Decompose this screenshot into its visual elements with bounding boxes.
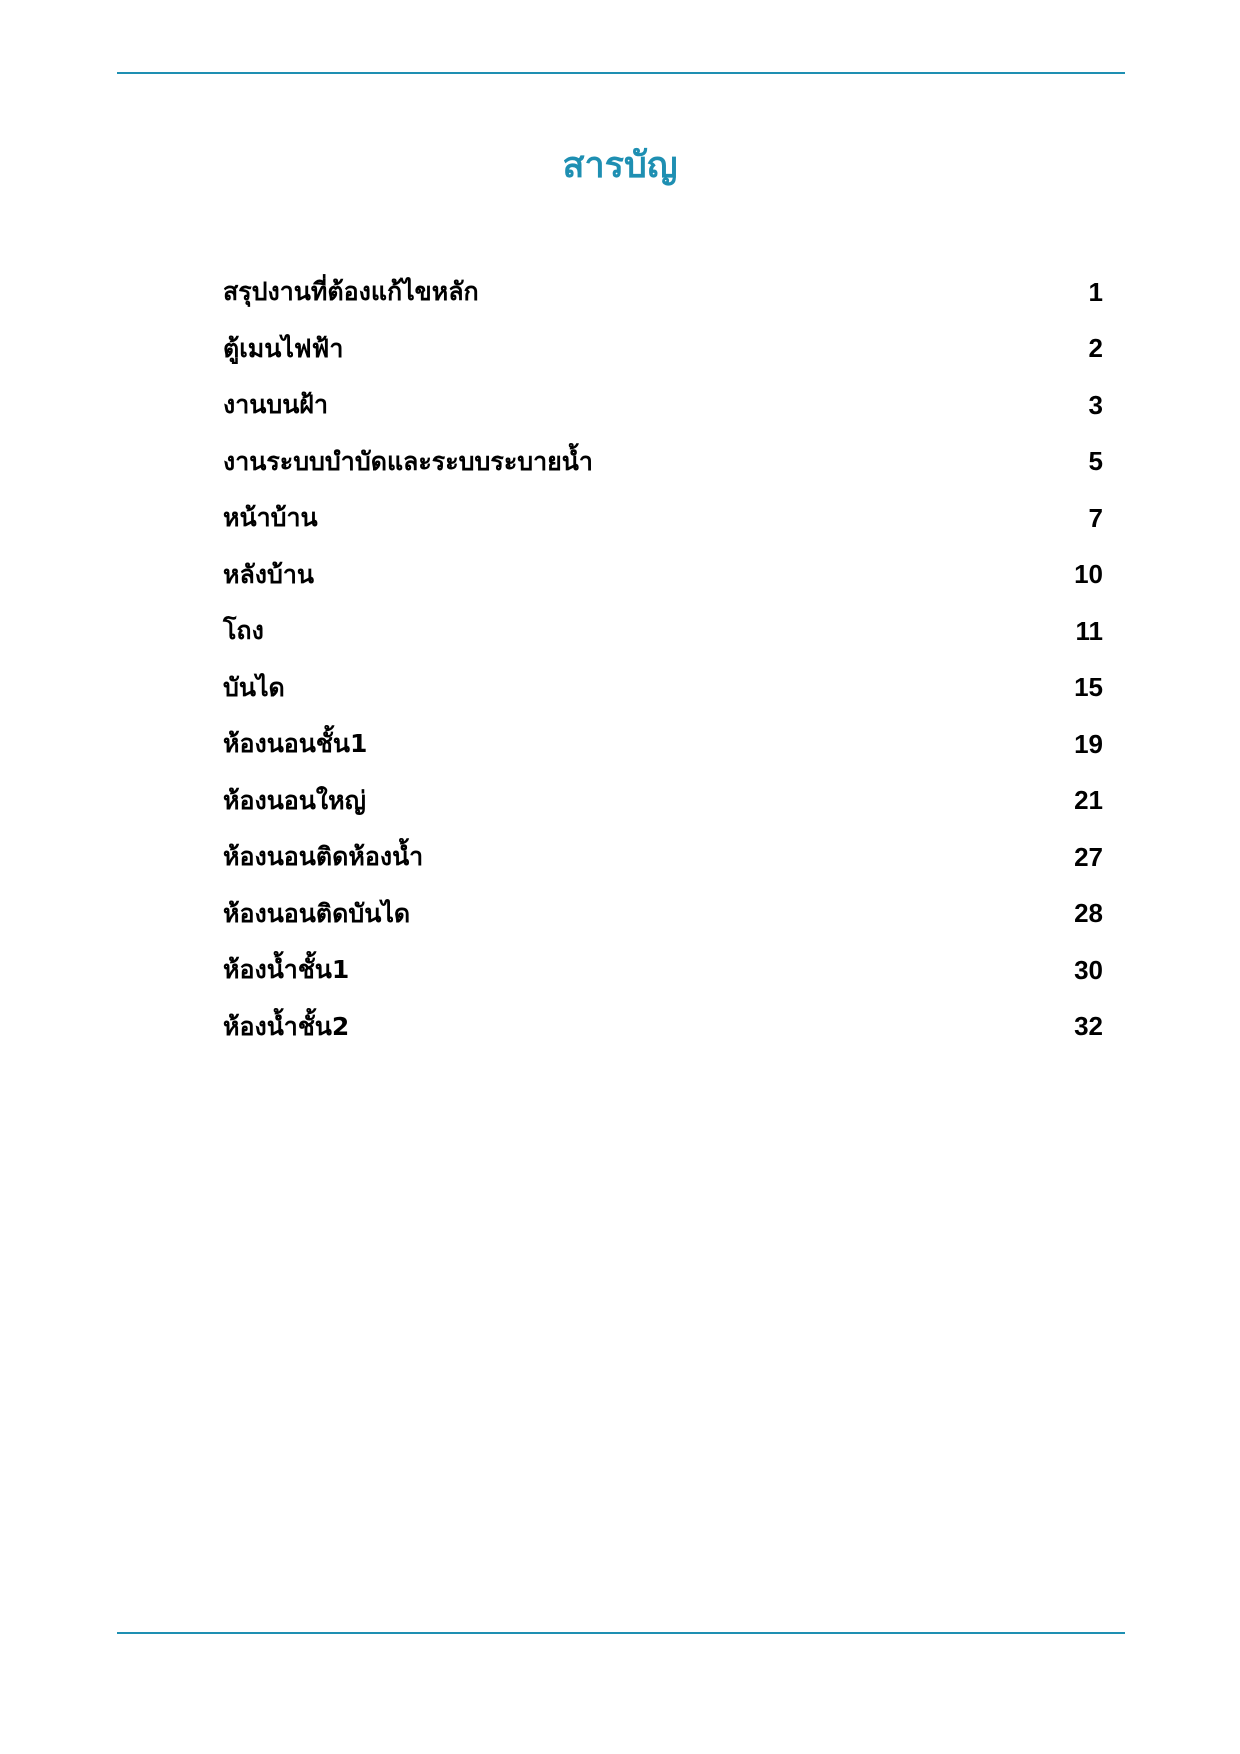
header-divider [117,72,1125,74]
toc-entry[interactable] [223,603,1103,660]
toc-entry-label: ห้องนอนชั้น1 [223,729,368,759]
toc-entry-label: ห้องน้ำชั้น2 [223,1011,350,1041]
toc-entry[interactable] [223,829,1103,886]
toc-entry-label: งานระบบบำบัดและระบบระบายน้ำ [223,446,593,476]
toc-entry-page: 5 [1088,446,1103,477]
toc-entry-page: 7 [1088,502,1103,533]
table-of-contents [223,264,1103,1055]
toc-entry[interactable] [223,716,1103,773]
toc-entry[interactable] [223,321,1103,378]
page-title: สารบัญ [562,145,678,187]
toc-entry[interactable] [223,377,1103,434]
toc-entry-page: 19 [1074,728,1103,759]
toc-entry-label: ตู้เมนไฟฟ้า [223,333,344,363]
toc-entry[interactable] [223,942,1103,999]
footer-divider [117,1632,1125,1634]
toc-entry-page: 2 [1088,333,1103,364]
toc-entry[interactable] [223,660,1103,717]
toc-entry[interactable] [223,264,1103,321]
toc-entry-page: 10 [1074,559,1103,590]
toc-entry-page: 1 [1088,276,1103,307]
toc-entry[interactable] [223,999,1103,1056]
toc-entry-page: 27 [1074,841,1103,872]
toc-entry-label: ห้องนอนติดห้องน้ำ [223,842,424,872]
toc-entry-page: 28 [1074,898,1103,929]
toc-entry-label: ห้องนอนใหญ่ [223,785,366,815]
toc-entry[interactable] [223,490,1103,547]
toc-entry-label: หน้าบ้าน [223,503,318,533]
toc-entry-label: โถง [223,616,264,646]
toc-entry-label: งานบนฝ้า [223,390,328,420]
toc-entry-page: 21 [1074,785,1103,816]
toc-entry-label: บันได [223,672,285,702]
toc-entry[interactable] [223,773,1103,830]
toc-entry[interactable] [223,886,1103,943]
toc-entry-page: 11 [1075,615,1103,646]
toc-entry-label: สรุปงานที่ต้องแก้ไขหลัก [223,277,479,307]
toc-entry-page: 30 [1074,954,1103,985]
toc-entry-label: หลังบ้าน [223,559,315,589]
toc-entry-label: ห้องน้ำชั้น1 [223,955,350,985]
toc-entry[interactable] [223,547,1103,604]
toc-entry-label: ห้องนอนติดบันได [223,898,411,928]
toc-entry-page: 3 [1088,389,1103,420]
toc-entry-page: 32 [1074,1011,1103,1042]
toc-entry[interactable] [223,434,1103,491]
toc-entry-page: 15 [1074,672,1103,703]
